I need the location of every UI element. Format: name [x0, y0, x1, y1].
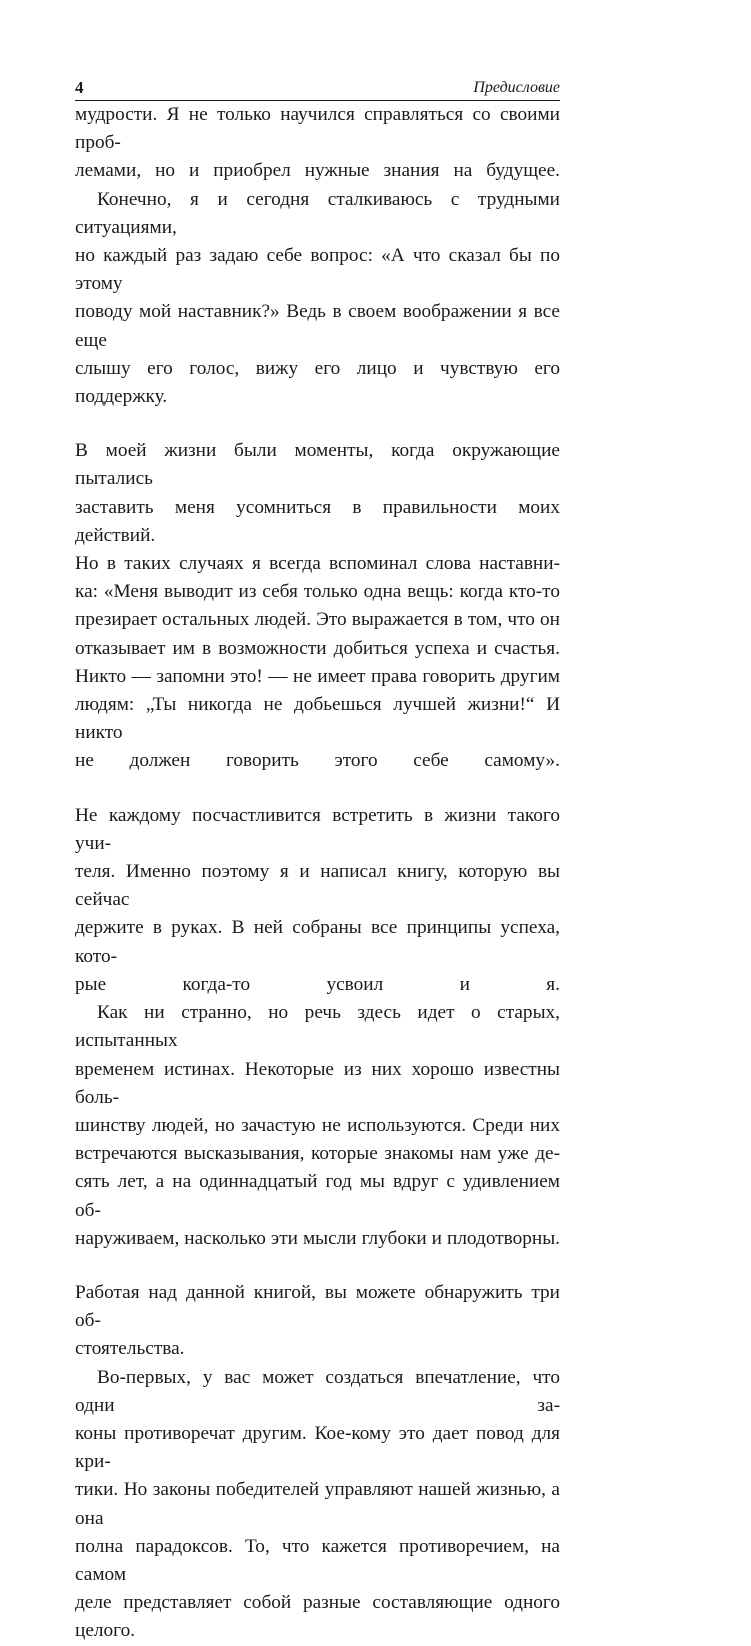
text-line: коны противоречат другим. Кое-кому это дает повод для кри- [75, 1422, 560, 1473]
text-line: наруживаем, насколько эти мысли глубоки и плодотворны. [75, 1227, 560, 1249]
text-line: презирает остальных людей. Это выражается в том, что он [75, 609, 560, 631]
paragraph-1 [75, 101, 560, 186]
paragraph-gap [75, 411, 560, 437]
text-line: людям: „Ты никогда не добьешься лучшей жизни!“ И никто [75, 694, 560, 744]
text-line: не должен говорить этого себе самому». [75, 750, 560, 772]
paragraph-4 [75, 802, 560, 999]
text-line: мудрости. Я не только научился справляться со своими проб- [75, 104, 560, 154]
paragraph-gap [75, 776, 560, 802]
text-line: Работая над данной книгой, вы можете обнаружить три об- [75, 1281, 560, 1332]
text-line: Не каждому посчастливится встретить в жизни такого учи- [75, 804, 560, 854]
paragraph-gap [75, 1253, 560, 1279]
text-line: держите в руках. В ней собраны все принципы успеха, кото- [75, 917, 560, 967]
text-line: полна парадоксов. То, что кажется противоречием, на самом [75, 1535, 560, 1585]
text-line: тики. Но законы победителей управляют нашей жизнью, а она [75, 1479, 560, 1529]
paragraph-7 [75, 1364, 560, 1646]
text-line: Как ни странно, но речь здесь идет о старых, испытанных [75, 1002, 560, 1052]
paragraph-3 [75, 437, 560, 775]
text-line: отказывает им в возможности добиться успеха и счастья. [75, 637, 560, 659]
paragraph-6 [75, 1279, 560, 1364]
paragraph-2 [75, 186, 560, 412]
running-header [75, 72, 560, 101]
text-line: шинству людей, но зачастую не используются. Среди них [75, 1114, 560, 1136]
text-line: встречаются высказывания, которые знакомы нам уже де- [75, 1143, 560, 1165]
text-line: Конечно, я и сегодня сталкиваюсь с трудными ситуациями, [75, 188, 560, 238]
text-line: Никто — запомни это! — не имеет права говорить другим [75, 665, 560, 687]
text-line: деле представляет собой разные составляющие одного целого. [75, 1592, 560, 1642]
text-line: теля. Именно поэтому я и написал книгу, которую вы сейчас [75, 861, 560, 911]
paragraph-5 [75, 999, 560, 1253]
text-line: сять лет, а на одиннадцатый год мы вдруг с удивлением об- [75, 1171, 560, 1221]
text-line: но каждый раз задаю себе вопрос: «А что сказал бы по этому [75, 245, 560, 295]
text-line: поводу мой наставник?» Ведь в своем воображении я все еще [75, 301, 560, 351]
page-number: 4 [75, 78, 84, 97]
text-line: Во-первых, у вас может создаться впечатление, что одни за- [75, 1366, 560, 1416]
text-line: В моей жизни были моменты, когда окружающие пытались [75, 440, 560, 490]
text-line: стоятельства. [75, 1338, 185, 1360]
text-line: рые когда-то усвоил и я. [75, 973, 560, 995]
text-line: временем истинах. Некоторые из них хорошо известны боль- [75, 1058, 560, 1108]
section-title: Предисловие [473, 79, 560, 96]
text-line: заставить меня усомниться в правильности моих действий. [75, 496, 560, 546]
text-line: лемами, но и приобрел нужные знания на будущее. [75, 160, 560, 182]
text-line: слышу его голос, вижу его лицо и чувствую его поддержку. [75, 357, 560, 408]
text-line: Но в таких случаях я всегда вспоминал слова наставни- [75, 553, 560, 575]
body-text [75, 101, 560, 1646]
text-line: ка: «Меня выводит из себя только одна вещь: когда кто-то [75, 581, 560, 603]
